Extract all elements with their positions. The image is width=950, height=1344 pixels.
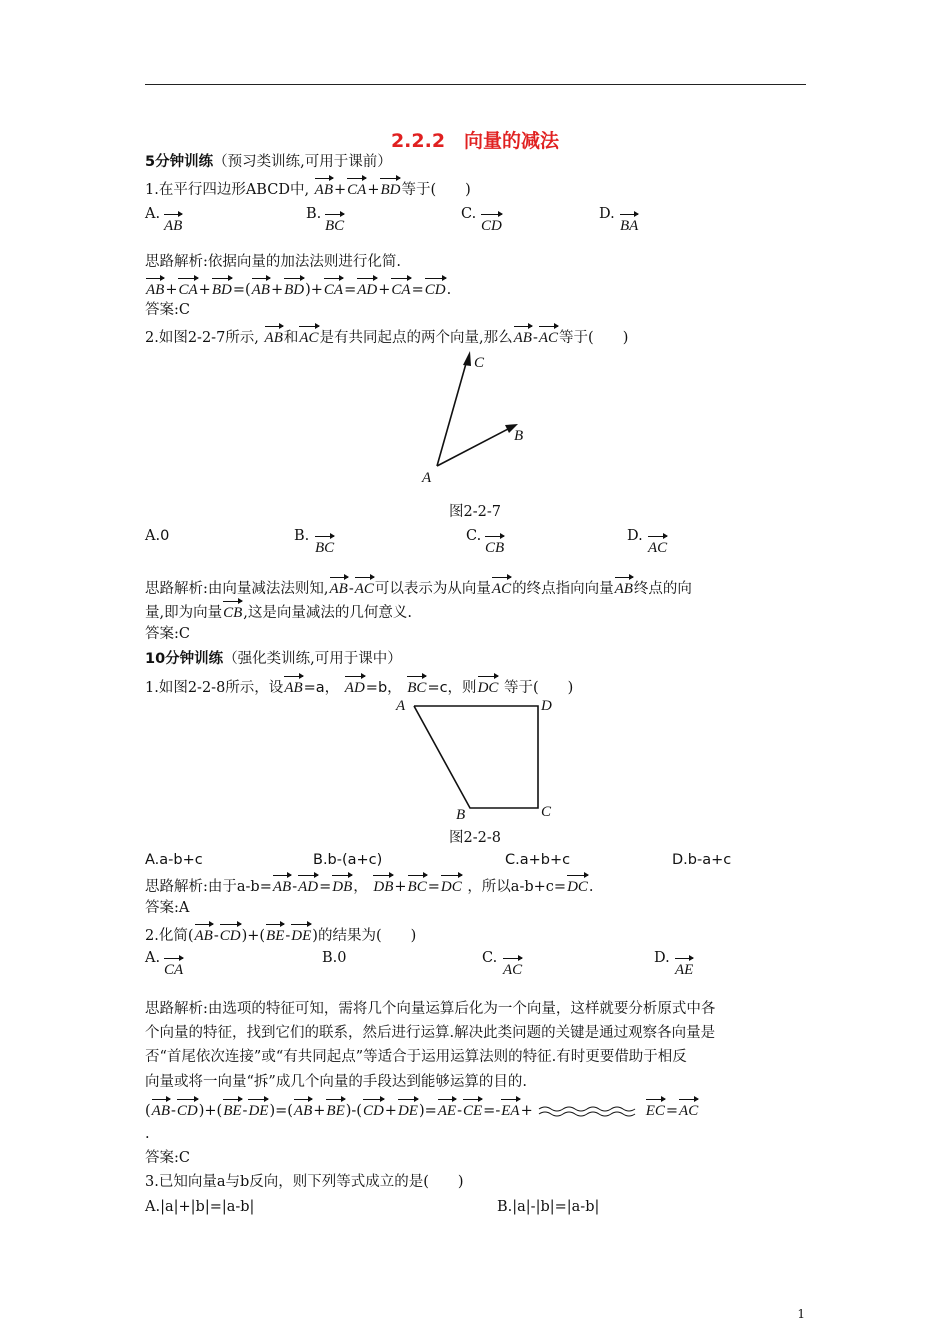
q3-option-b: B.b-(a+c): [313, 852, 383, 868]
section-10min: 10分钟训练（强化类训练,可用于课中）: [145, 651, 402, 667]
q4-answer: 答案:C: [145, 1150, 190, 1166]
q1-analysis: 思路解析:依据向量的加法法则进行化简.: [145, 254, 401, 270]
q2-option-b: B.: [294, 528, 310, 544]
q4-option-b: B.0: [322, 950, 347, 966]
q4-option-d: D.: [654, 950, 670, 966]
figure-2-2-7: [410, 345, 540, 490]
q2-answer: 答案:C: [145, 626, 190, 642]
q4-option-c: C.: [482, 950, 498, 966]
label-b: B: [456, 807, 466, 823]
q2-analysis-line1: 思路解析:由向量减法法则知,AB-AC可以表示为从向量AC的终点指向向量AB终点的向: [145, 575, 692, 599]
q1-derivation: AB+CA+BD=(AB+BD)+CA=AD+CA=CD.: [145, 276, 451, 300]
q3-option-c: C.a+b+c: [505, 852, 571, 868]
q3-option-d: D.b-a+c: [672, 852, 732, 868]
figure-caption-2-2-8: 图2-2-8: [449, 830, 501, 846]
q2-option-d: D.: [627, 528, 643, 544]
q4-analysis-line3: 否“首尾依次连接”或“有共同起点”等适合于运用运算法则的特征.有时更要借助于相反: [145, 1049, 687, 1065]
label-c: C: [474, 355, 485, 371]
q4-analysis-line2: 个向量的特征，找到它们的联系，然后进行运算.解决此类问题的关键是通过观察各向量是: [145, 1025, 716, 1041]
figure-2-2-8: [390, 692, 560, 824]
q2-stem: 2.如图2-2-7所示, AB和AC是有共同起点的两个向量,那么AB-AC等于( ): [145, 324, 628, 348]
q3-stem: 1.如图2-2-8所示，设AB=a， AD=b， BC=c，则DC 等于( ): [145, 674, 573, 698]
label-b: B: [514, 428, 524, 444]
q2-option-a: A.0: [145, 528, 170, 544]
section-5min: 5分钟训练（预习类训练,可用于课前）: [145, 154, 392, 170]
page-number: 1: [797, 1307, 805, 1321]
q3-answer: 答案:A: [145, 900, 190, 916]
label-d: D: [541, 698, 552, 714]
q3-analysis: 思路解析:由于a-b=AB-AD=DB， DB+BC=DC ，所以a-b+c=DC.: [145, 873, 594, 897]
q5-stem: 3.已知向量a与b反向，则下列等式成立的是( ): [145, 1174, 464, 1190]
q1-option-a: A.: [145, 206, 161, 222]
label-a: A: [422, 470, 432, 486]
q2-analysis-line2: 量,即为向量CB,这是向量减法的几何意义.: [145, 599, 412, 623]
q1-option-c: C.: [461, 206, 477, 222]
q4-option-a: A.: [145, 950, 161, 966]
label-a: A: [396, 698, 406, 714]
q2-option-c: C.: [466, 528, 482, 544]
q3-option-a: A.a-b+c: [145, 852, 203, 868]
q1-stem: 1.在平行四边形ABCD中, AB+CA+BD等于( ): [145, 176, 471, 200]
page-title: 2.2.2 向量的减法: [390, 130, 560, 152]
q4-analysis-line1: 思路解析:由选项的特征可知，需将几个向量运算后化为一个向量，这样就要分析原式中各: [145, 1001, 716, 1017]
header-rule: [145, 84, 806, 85]
q1-option-b: B.: [306, 206, 322, 222]
q4-analysis-line4: 向量或将一向量“拆”成几个向量的手段达到能够运算的目的.: [145, 1074, 527, 1090]
q4-period: .: [145, 1126, 150, 1142]
figure-caption-2-2-7: 图2-2-7: [449, 504, 501, 520]
label-c: C: [541, 804, 552, 820]
q4-stem: 2.化简(AB-CD)+(BE-DE)的结果为( ): [145, 922, 416, 946]
wavy-mark: [537, 1104, 641, 1118]
q1-option-d: D.: [599, 206, 615, 222]
q4-derivation: (AB-CD)+(BE-DE)=(AB+BE)-(CD+DE)=AE-CE=-EA+ EC=AC: [145, 1097, 699, 1121]
q5-option-a: A.|a|+|b|=|a-b|: [145, 1199, 255, 1215]
q1-answer: 答案:C: [145, 302, 190, 318]
q5-option-b: B.|a|-|b|=|a-b|: [497, 1199, 600, 1215]
